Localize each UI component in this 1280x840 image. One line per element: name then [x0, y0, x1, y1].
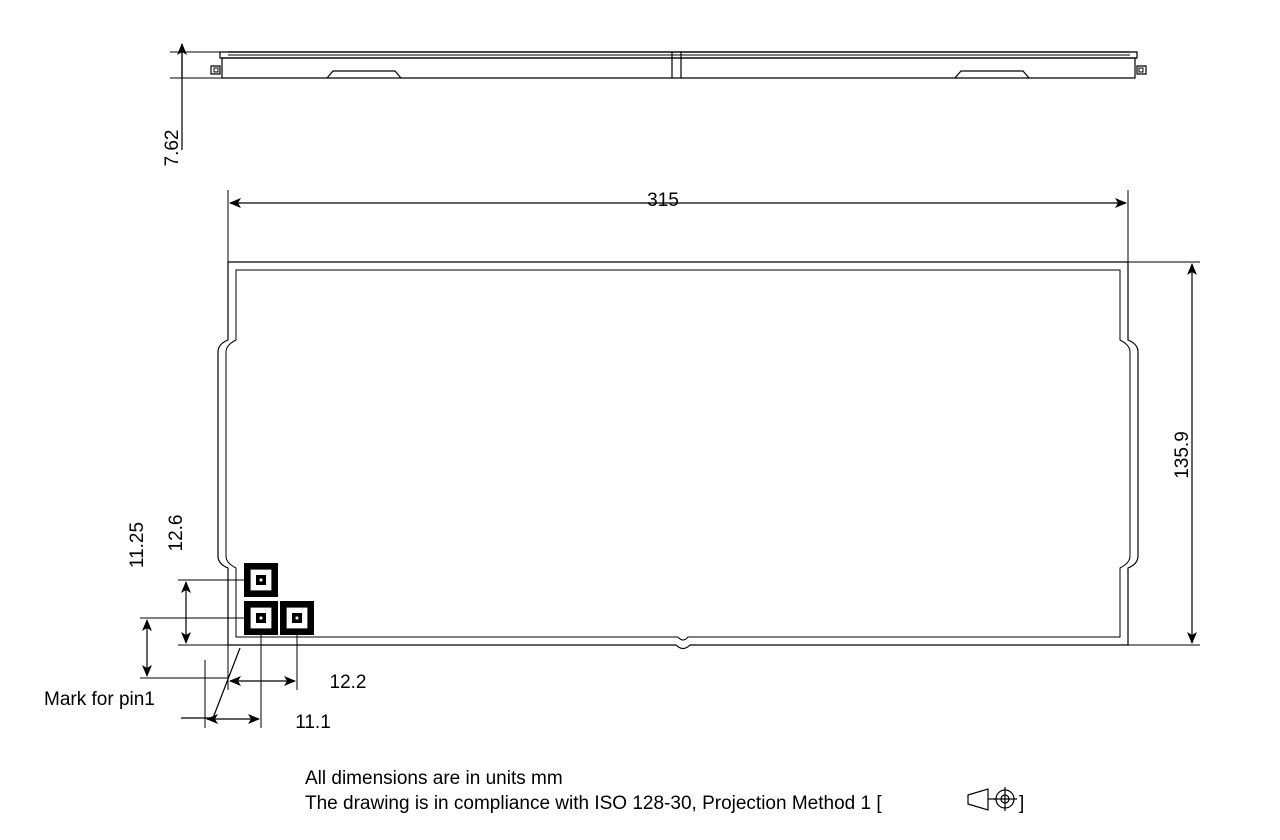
- note-iso-suffix: ]: [1019, 793, 1025, 814]
- dimension-11-25-label: 11.25: [127, 521, 148, 569]
- dimension-12-2-label: 12.2: [329, 672, 367, 693]
- dimension-11-1-label: 11.1: [295, 712, 331, 733]
- dimension-12-6-label: 12.6: [166, 514, 187, 552]
- dimension-thickness-label: 7.62: [162, 129, 183, 167]
- pin1-mark-label: Mark for pin1: [44, 689, 155, 710]
- dimension-height-label: 135.9: [1172, 431, 1193, 479]
- note-units: All dimensions are in units mm: [305, 768, 563, 789]
- note-iso-prefix: The drawing is in compliance with ISO 128-30, Projection Method 1 [: [305, 793, 882, 814]
- dimension-width-label: 315: [647, 190, 679, 211]
